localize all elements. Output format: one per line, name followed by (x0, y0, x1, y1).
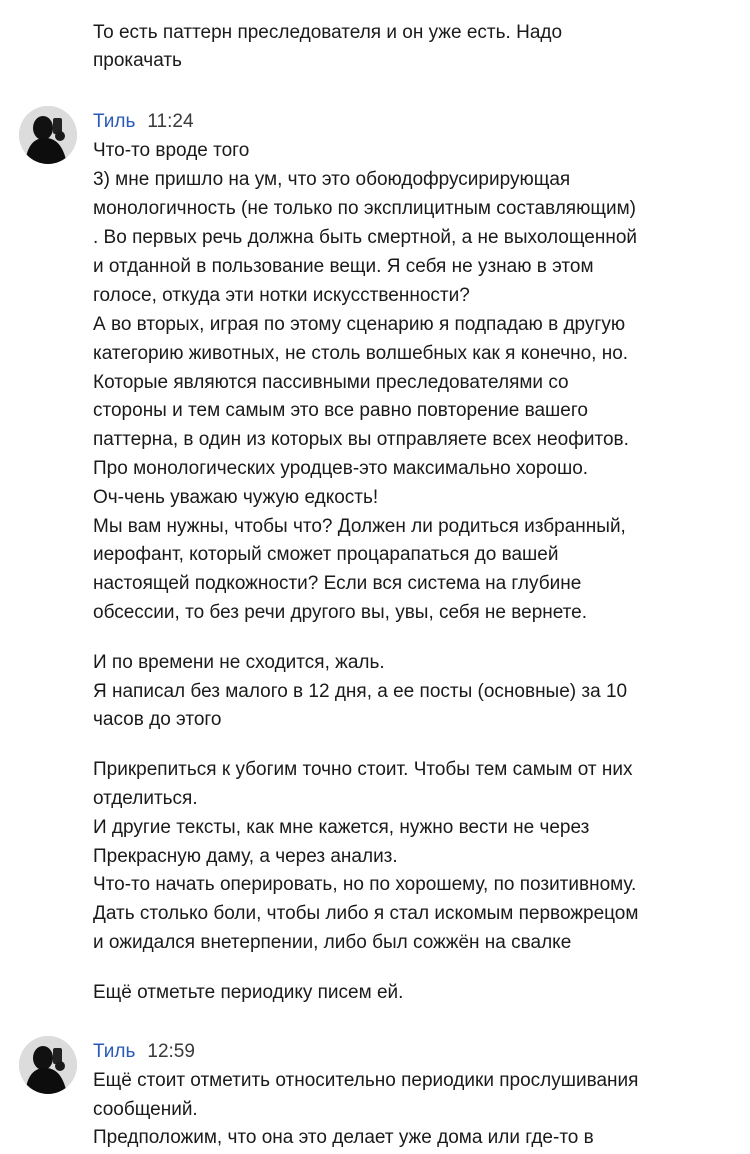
message-line: 3) мне пришло на ум, что это обоюдофрусирирующая (93, 169, 571, 190)
message-line: иерофант, который сможет процарапаться до вашей (93, 544, 559, 565)
message-line: сообщений. (93, 1099, 198, 1120)
message-line: Прикрепиться к убогим точно стоит. Чтобы тем самым от них (93, 759, 633, 780)
message-time: 11:24 (147, 111, 194, 132)
message-line: стороны и тем самым это все равно повторение вашего (93, 400, 588, 421)
message-line: Что-то вроде того (93, 140, 250, 161)
message-line: Мы вам нужны, чтобы что? Должен ли родиться избранный, (93, 516, 626, 537)
message-line: . Во первых речь должна быть смертной, а не выхолощенной (93, 227, 637, 248)
message-header (93, 110, 194, 134)
message-line: То есть паттерн преследователя и он уже есть. Надо (93, 22, 563, 43)
message-line: Я написал без малого в 12 дня, а ее посты (основные) за 10 (93, 681, 628, 702)
message-line: Про монологических уродцев-это максимально хорошо. (93, 458, 589, 479)
message-line: Ещё отметьте периодику писем ей. (93, 982, 404, 1003)
message-line: голосе, откуда эти нотки искусственности? (93, 285, 470, 306)
message-line: Что-то начать оперировать, но по хорошему, по позитивному. (93, 874, 637, 895)
message-line: Которые являются пассивными преследователями со (93, 372, 569, 393)
message-line: Прекрасную даму, а через анализ. (93, 846, 398, 867)
message-line: и ожидался внетерпении, либо был сожжён на свалке (93, 932, 572, 953)
message-line: и отданной в пользование вещи. Я себя не узнаю в этом (93, 256, 594, 277)
message-line: А во вторых, играя по этому сценарию я подпадаю в другую (93, 314, 626, 335)
message-line: отделиться. (93, 788, 198, 809)
message-line: Оч-чень уважаю чужую едкость! (93, 487, 379, 508)
message-line: Ещё стоит отметить относительно периодики прослушивания (93, 1070, 639, 1091)
message-line: Предположим, что она это делает уже дома или где-то в (93, 1127, 594, 1148)
message-line: часов до этого (93, 709, 222, 730)
message-line: категорию животных, не столь волшебных как я конечно, но. (93, 343, 629, 364)
author-name[interactable]: Тиль (93, 1041, 136, 1062)
message-line: обсессии, то без речи другого вы, увы, себя не вернете. (93, 602, 588, 623)
message-header (93, 1040, 195, 1064)
user-avatar-icon[interactable] (19, 1036, 77, 1094)
author-name[interactable]: Тиль (93, 111, 136, 132)
user-avatar-icon[interactable] (19, 106, 77, 164)
message-line: Дать столько боли, чтобы либо я стал искомым первожрецом (93, 903, 639, 924)
message-time: 12:59 (147, 1041, 195, 1062)
message-line: паттерна, в один из которых вы отправляете всех неофитов. (93, 429, 629, 450)
message-line: И другие тексты, как мне кажется, нужно вести не через (93, 817, 590, 838)
message-line: И по времени не сходится, жаль. (93, 652, 385, 673)
message-line: настоящей подкожности? Если вся система на глубине (93, 573, 582, 594)
message-line: прокачать (93, 50, 182, 71)
message-line: монологичность (не только по эксплицитным составляющим) (93, 198, 636, 219)
